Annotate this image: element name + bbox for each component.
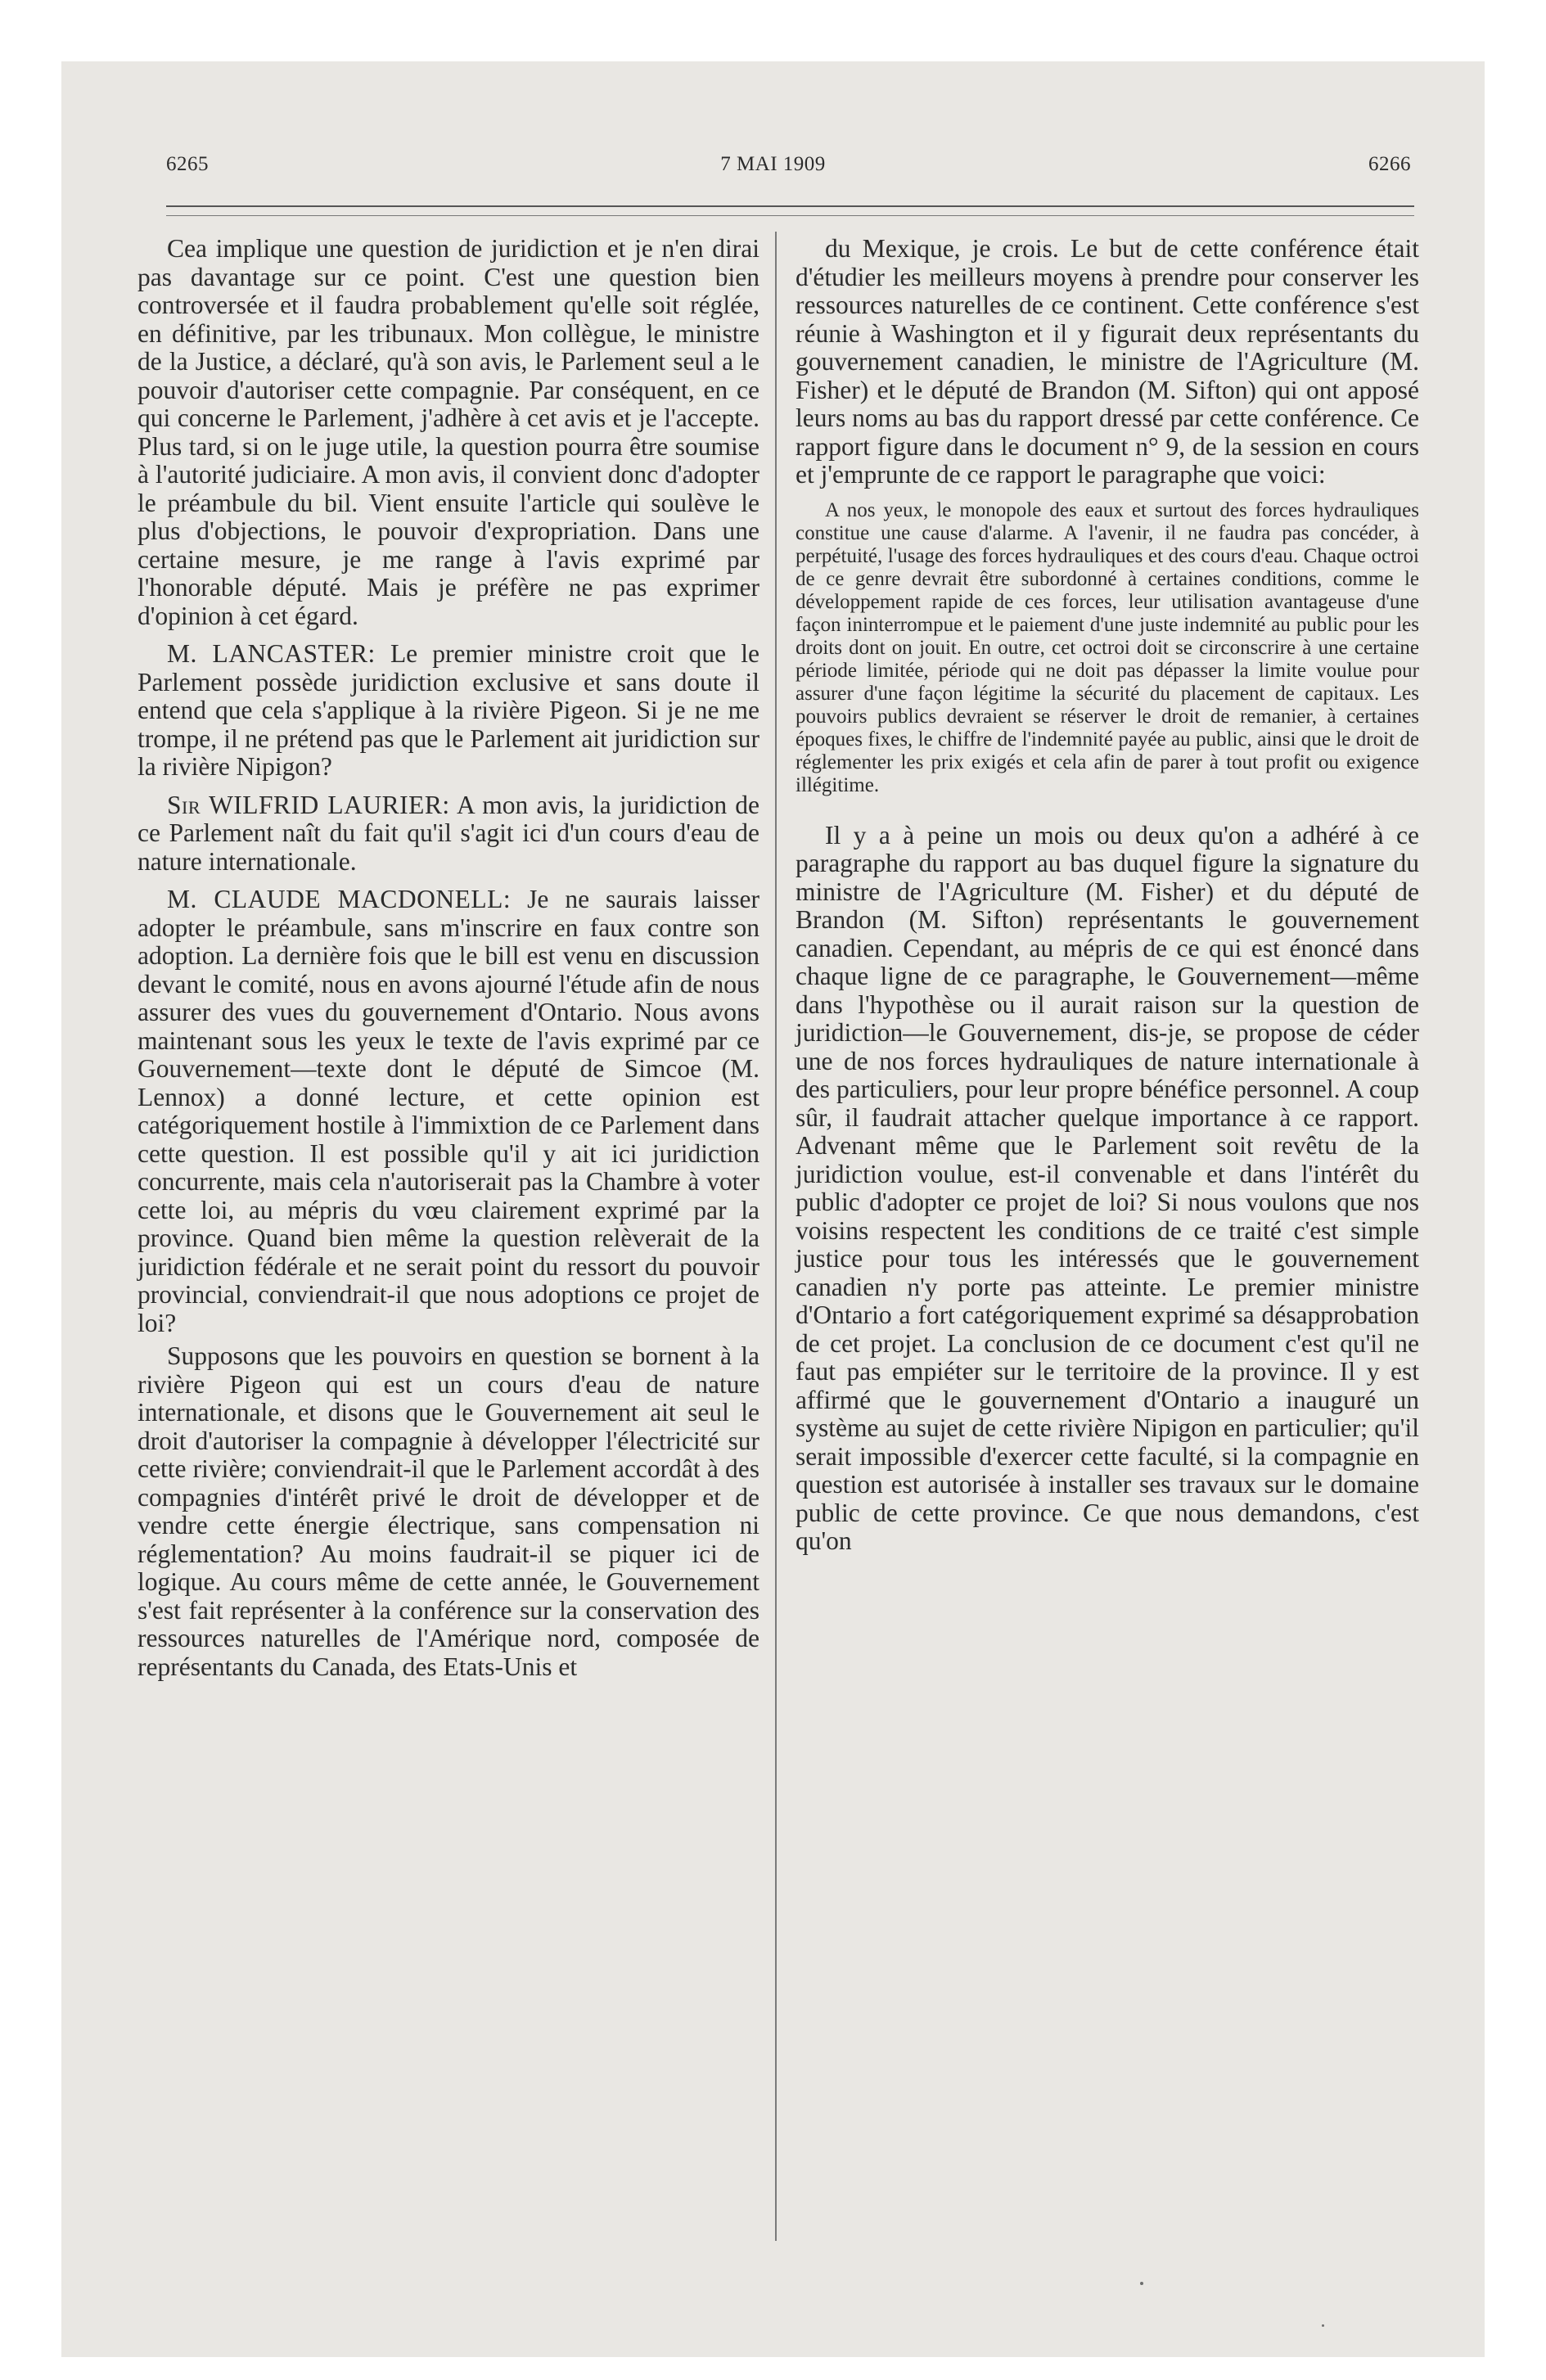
column-divider: [775, 232, 777, 2241]
paragraph-text: Je ne saurais laisser adopter le préambule, sans m'inscrire en faux contre son adoption. La dernière fois que le bill est venu en discussion devant le comité, nous en avons ajourné l'étude afin de nous assurer des vues du gouvernement d'Ontario. Nous avons maintenant sous les yeux le texte de l'avis exprimé par ce Gouvernement—texte dont le député de Simcoe (M. Lennox) a donné lecture, et cette opinion est catégoriquement hostile à l'immixtion de ce Parlement dans cette question. Il est possible qu'il y ait ici juridiction concurrente, mais cela n'autoriserait pas la Chambre à voter cette loi, au mépris du vœu clairement exprimé par la province. Quand bien même la question relèverait de la juridiction fédérale et ne serait point du ressort du pouvoir provincial, conviendrait-il que nous adoptions ce projet de loi?: [137, 885, 759, 1337]
paragraph: [137, 1342, 759, 1681]
left-column: [137, 235, 759, 1681]
paragraph: [137, 640, 759, 782]
paragraph: [137, 791, 759, 877]
speaker-name: Sir WILFRID LAURIER:: [167, 790, 450, 819]
print-speck: [1322, 2324, 1324, 2327]
paragraph: [796, 235, 1419, 489]
scanned-page: [61, 61, 1485, 2357]
header-rule-thin: [166, 215, 1414, 216]
paragraph-text: Supposons que les pouvoirs en question se bornent à la rivière Pigeon qui est un cours d'eau de nature internationale, et disons que le Gouvernement ait seul le droit d'autoriser la compagnie à développer l'électricité sur cette rivière; conviendrait-il que le Parlement accordât à des compagnies d'intérêt privé le droit de développer et de vendre cette énergie électrique, sans compensation ni réglementation? Au moins faudrait-il se piquer ici de logique. Au cours même de cette année, le Gouvernement s'est fait représenter à la conférence sur la conservation des ressources naturelles de l'Amérique nord, composée de représentants du Canada, des Etats-Unis et: [137, 1341, 759, 1681]
page-number-right: 6266: [1368, 153, 1411, 175]
hansard-page: [61, 61, 1485, 2357]
speaker-name: M. LANCASTER:: [167, 639, 376, 668]
paragraph: [137, 886, 759, 1337]
page-date: 7 MAI 1909: [720, 153, 826, 175]
block-quote: A nos yeux, le monopole des eaux et surtout des forces hydrauliques constitue une cause d'alarme. A l'avenir, il ne faudra pas concéder, à perpétuité, l'usage des forces hydrauliques et des cours d'eau. Chaque octroi de ce genre devrait être subordonné à certaines conditions, comme le développement rapide de ces forces, leur utilisation avantageuse d'une façon ininterrompue et le paiement d'une juste indemnité au public pour les droits dont on jouit. En outre, cet octroi doit se circonscrire à une certaine période limitée, période qui ne doit pas dépasser la limite voulue pour assurer d'une façon légitime la sécurité du placement de capitaux. Les pouvoirs publics devraient se réserver le droit de remanier, à certaines époques fixes, le chiffre de l'indemnité payée au public, ainsi que le droit de réglementer les prix exigés et cela afin de parer à tout profit ou exigence illégitime.: [796, 498, 1419, 796]
paragraph: [796, 822, 1419, 1556]
paragraph-text: Le premier ministre croit que le Parlement possède juridiction exclusive et sans doute il entend que cela s'applique à la rivière Pigeon. Si je ne me trompe, il ne prétend pas que le Parlement ait juridiction sur la rivière Nipigon?: [137, 639, 759, 781]
right-column: [796, 235, 1419, 1556]
speaker-name: M. CLAUDE MACDONELL:: [167, 885, 512, 913]
paragraph-text: A mon avis, la juridiction de ce Parlement naît du fait qu'il s'agit ici d'un cours d'eau de nature internationale.: [137, 790, 759, 876]
paragraph-text: Cea implique une question de juridiction et je n'en dirai pas davantage sur ce point. C'est une question bien controversée et il faudra probablement qu'elle soit réglée, en définitive, par les tribunaux. Mon collègue, le ministre de la Justice, a déclaré, qu'à son avis, le Parlement seul a le pouvoir d'autoriser cette compagnie. Par conséquent, en ce qui concerne le Parlement, j'adhère à cet avis et je l'accepte. Plus tard, si on le juge utile, la question pourra être soumise à l'autorité judiciaire. A mon avis, il convient donc d'adopter le préambule du bil. Vient ensuite l'article qui soulève le plus d'objections, le pouvoir d'expropriation. Dans une certaine mesure, je me range à l'avis exprimé par l'honorable député. Mais je préfère ne pas exprimer d'opinion à cet égard.: [137, 234, 759, 630]
paragraph-text: du Mexique, je crois. Le but de cette conférence était d'étudier les meilleurs moyens à prendre pour conserver les ressources naturelles de ce continent. Cette conférence s'est réunie à Washington et il y figurait deux représentants du gouvernement canadien, le ministre de l'Agriculture (M. Fisher) et le député de Brandon (M. Sifton) qui ont apposé leurs noms au bas du rapport dressé par cette conférence. Ce rapport figure dans le document n° 9, de la session en cours et j'emprunte de ce rapport le paragraphe que voici:: [796, 234, 1419, 489]
paragraph: [137, 235, 759, 630]
paragraph-text: Il y a à peine un mois ou deux qu'on a adhéré à ce paragraphe du rapport au bas duquel figure la signature du ministre de l'Agriculture (M. Fisher) et du député de Brandon (M. Sifton) représentants le gouvernement canadien. Cependant, au mépris de ce qui est énoncé dans chaque ligne de ce paragraphe, le Gouvernement—même dans l'hypothèse ou il aurait raison sur la question de juridiction—le Gouvernement, dis-je, se propose de céder une de nos forces hydrauliques de nature internationale à des particuliers, pour leur propre bénéfice personnel. A coup sûr, il faudrait attacher quelque importance à ce rapport. Advenant même que le Parlement soit revêtu de la juridiction voulue, est-il convenable et dans l'intérêt du public d'adopter ce projet de loi? Si nous voulons que nos voisins respectent les conditions de ce traité c'est simple justice pour tous les intéressés que le gouvernement canadien n'y porte pas atteinte. Le premier ministre d'Ontario a fort catégoriquement exprimé sa désapprobation de cet projet. La conclusion de ce document c'est qu'il ne faut pas empiéter sur le territoire de la province. Il y est affirmé que le gouvernement d'Ontario a inauguré un système au sujet de cette rivière Nipigon en particulier; qu'il serait impossible d'exercer cette faculté, si la compagnie en question est autorisée à installer ses travaux sur le domaine public de cette province. Ce que nous demandons, c'est qu'on: [796, 820, 1419, 1555]
print-speck: [1140, 2282, 1143, 2285]
header-rule: [166, 205, 1414, 207]
page-number-left: 6265: [166, 153, 209, 175]
